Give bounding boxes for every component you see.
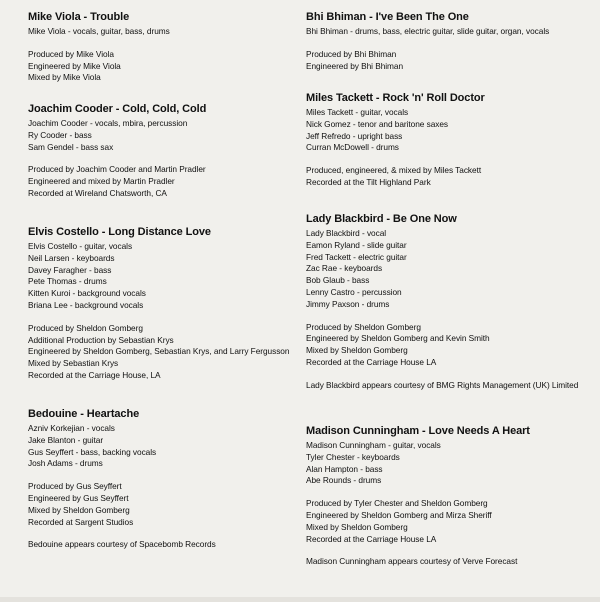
production-credit-line: Mixed by Sheldon Gomberg [306,345,408,356]
production-credit-line: Mixed by Mike Viola [28,72,101,83]
production-credit-line: Recorded at the Carriage House LA [306,356,437,367]
track-title: Bedouine - Heartache [28,408,140,420]
track-credit-block [306,424,530,568]
production-credit-line: Produced by Joachim Cooder and Martin Pradler [28,164,206,175]
personnel-line: Josh Adams - drums [28,458,103,469]
production-credit-line: Recorded at Sargent Studios [28,516,134,527]
track-title: Joachim Cooder - Cold, Cold, Cold [28,103,207,115]
track-credit-block [306,91,485,189]
production-credit-line: Engineered by Gus Seyffert [28,492,129,503]
production-credit-line: Engineered by Mike Viola [28,60,121,71]
production-credit-line: Engineered and mixed by Martin Pradler [28,176,175,187]
personnel-line: Eamon Ryland - slide guitar [306,239,407,250]
production-credit-line: Recorded at the Carriage House, LA [28,369,161,380]
track-credit-block [28,407,216,551]
track-credit-block [306,212,578,392]
production-credit-line: Engineered by Sheldon Gomberg, Sebastian Krys, and Larry Fergusson [28,346,290,357]
spacer [28,528,216,539]
personnel-line: Joachim Cooder - vocals, mbira, percussion [28,118,188,128]
production-credit-line: Recorded at Wireland Chatsworth, CA [28,187,167,198]
production-credit-line: Engineered by Sheldon Gomberg and Kevin Smith [306,333,490,344]
spacer [306,369,578,380]
production-credit-line: Mixed by Sheldon Gomberg [28,504,130,515]
personnel-line: Madison Cunningham - guitar, vocals [306,440,441,450]
personnel-line: Pete Thomas - drums [28,276,107,287]
personnel-line: Davey Faragher - bass [28,264,112,275]
production-credit-line: Engineered by Bhi Bhiman [306,60,404,71]
courtesy-note: Lady Blackbird appears courtesy of BMG Rights Management (UK) Limited [306,379,579,390]
track-credit-block [306,10,549,72]
personnel-line: Fred Tackett - electric guitar [306,251,407,262]
spacer [28,312,289,323]
production-credit-line: Produced by Mike Viola [28,48,114,59]
personnel-line: Lenny Castro - percussion [306,286,402,297]
spacer [306,154,485,165]
personnel-line: Briana Lee - background vocals [28,299,144,310]
track-title: Mike Viola - Trouble [28,11,130,23]
personnel-line: Jimmy Paxson - drums [306,298,390,309]
production-credit-line: Produced, engineered, & mixed by Miles Tackett [306,165,482,176]
production-credit-line: Recorded at the Carriage House LA [306,533,437,544]
track-credit-block [28,10,170,84]
production-credit-line: Mixed by Sebastian Krys [28,358,119,369]
track-title: Lady Blackbird - Be One Now [306,213,457,225]
spacer [28,38,170,49]
personnel-line: Curran McDowell - drums [306,142,399,153]
personnel-line: Miles Tackett - guitar, vocals [306,107,409,117]
production-credit-line: Produced by Tyler Chester and Sheldon Gomberg [306,498,488,509]
personnel-line: Nick Gomez - tenor and baritone saxes [306,118,449,129]
personnel-line: Kitten Kuroi - background vocals [28,288,146,299]
track-title: Bhi Bhiman - I've Been The One [306,11,469,23]
track-title: Madison Cunningham - Love Needs A Heart [306,425,530,437]
personnel-line: Bhi Bhiman - drums, bass, electric guitar, slide guitar, organ, vocals [306,26,550,36]
production-credit-line: Produced by Sheldon Gomberg [306,321,421,332]
personnel-line: Ry Cooder - bass [28,129,92,140]
track-credit-block [28,102,206,200]
personnel-line: Elvis Costello - guitar, vocals [28,241,133,251]
personnel-line: Jeff Refredo - upright bass [306,130,403,141]
production-credit-line: Produced by Sheldon Gomberg [28,322,143,333]
personnel-line: Mike Viola - vocals, guitar, bass, drums [28,26,170,36]
personnel-line: Bob Glaub - bass [306,275,370,286]
production-credit-line: Mixed by Sheldon Gomberg [306,521,408,532]
production-credit-line: Engineered by Sheldon Gomberg and Mirza Sheriff [306,509,492,520]
track-title: Miles Tackett - Rock 'n' Roll Doctor [306,92,485,104]
personnel-line: Neil Larsen - keyboards [28,252,115,263]
track-credit-block [28,225,289,382]
spacer [306,38,549,49]
personnel-line: Jake Blanton - guitar [28,434,104,445]
production-credit-line: Recorded at the Tilt Highland Park [306,176,431,187]
courtesy-note: Madison Cunningham appears courtesy of Verve Forecast [306,556,518,567]
spacer [306,311,578,322]
spacer [28,470,216,481]
production-credit-line: Produced by Bhi Bhiman [306,48,397,59]
track-title: Elvis Costello - Long Distance Love [28,226,211,238]
personnel-line: Tyler Chester - keyboards [306,451,400,462]
spacer [306,487,530,498]
personnel-line: Zac Rae - keyboards [306,263,383,274]
personnel-line: Gus Seyffert - bass, backing vocals [28,446,157,457]
personnel-line: Sam Gendel - bass sax [28,141,114,152]
production-credit-line: Produced by Gus Seyffert [28,481,122,492]
spacer [28,153,206,164]
personnel-line: Abe Rounds - drums [306,475,382,486]
courtesy-note: Bedouine appears courtesy of Spacebomb Records [28,539,216,550]
personnel-line: Alan Hampton - bass [306,463,383,474]
page-edge [0,597,600,602]
personnel-line: Lady Blackbird - vocal [306,228,387,238]
production-credit-line: Additional Production by Sebastian Krys [28,334,174,345]
spacer [306,545,530,556]
personnel-line: Azniv Korkejian - vocals [28,423,115,433]
